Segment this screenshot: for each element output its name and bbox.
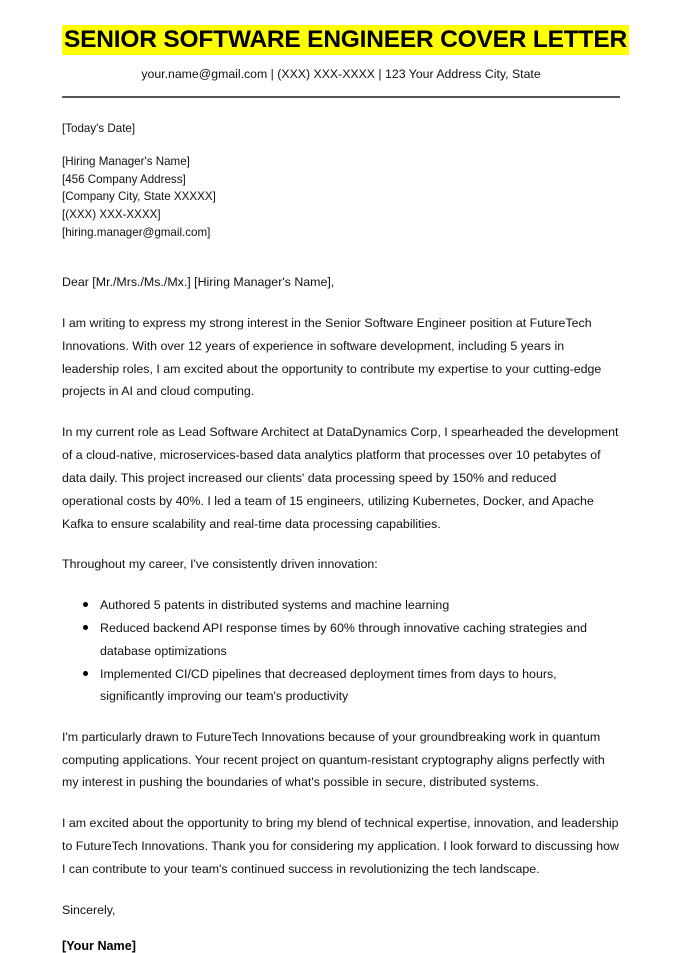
letter-body: [62, 271, 620, 880]
list-item-text: Authored 5 patents in distributed systems and machine learning: [100, 598, 450, 613]
list-item-text: Implemented CI/CD pipelines that decreased deployment times from days to hours, significantly improving our team's productivity: [100, 667, 557, 704]
page-title-highlight: SENIOR SOFTWARE ENGINEER COVER LETTER: [64, 26, 627, 53]
letter-date: [Today's Date]: [62, 121, 136, 135]
header-divider: [62, 96, 620, 98]
achievements-list: [62, 594, 620, 708]
body-paragraph-3: I'm particularly drawn to FutureTech Innovations because of your groundbreaking work in quantum computing applications. Your recent project on quantum-resistant cryptography aligns perfectly with my interest in pushing the boundaries of what's possible in secure, distributed systems.: [62, 729, 605, 790]
body-paragraph-1: I am writing to express my strong interest in the Senior Software Engineer position at FutureTech Innovations. With over 12 years of experience in software development, including 5 years in leadership roles, I am excited about the opportunity to contribute my expertise to your cutting-edge projects in AI and cloud computing.: [62, 316, 602, 399]
recipient-line: [(XXX) XXX-XXXX]: [62, 207, 161, 221]
list-item-text: Reduced backend API response times by 60% through innovative caching strategies and database optimizations: [100, 621, 587, 658]
recipient-line: [456 Company Address]: [62, 172, 186, 186]
recipient-address-block: [62, 153, 620, 241]
list-item: [62, 617, 620, 662]
signer-name: [Your Name]: [62, 939, 136, 953]
list-item: [62, 594, 620, 616]
letter-content: [62, 0, 627, 953]
recipient-line: [Hiring Manager's Name]: [62, 155, 190, 169]
bullet-disc-icon: [83, 602, 88, 607]
list-item: [62, 663, 620, 708]
contact-info-line: your.name@gmail.com | (XXX) XXX-XXXX | 123 Your Address City, State: [141, 67, 541, 82]
signature-block: [62, 899, 620, 953]
body-paragraph-2: In my current role as Lead Software Architect at DataDynamics Corp, I spearheaded the development of a cloud-native, microservices-based data analytics platform that processes over 10 petabytes of data daily. This project increased our clients' data processing speed by 150% and reduced operational costs by 40%. I led a team of 15 engineers, utilizing Kubernetes, Docker, and Apache Kafka to ensure scalability and real-time data processing capabilities.: [62, 425, 619, 531]
bullet-disc-icon: [83, 671, 88, 676]
letter-meta-block: [62, 120, 620, 242]
salutation: Dear [Mr./Mrs./Ms./Mx.] [Hiring Manager's Name],: [62, 275, 335, 290]
achievements-intro: Throughout my career, I've consistently driven innovation:: [62, 557, 378, 572]
closing-salutation: Sincerely,: [62, 902, 116, 917]
letter-header: [62, 0, 627, 98]
recipient-line: [hiring.manager@gmail.com]: [62, 225, 211, 239]
bullet-disc-icon: [83, 625, 88, 630]
recipient-line: [Company City, State XXXXX]: [62, 190, 216, 204]
body-paragraph-4: I am excited about the opportunity to bring my blend of technical expertise, innovation, and leadership to FutureTech Innovations. Thank you for considering my application. I look forward to discussing how I can contribute to your team's continued success in revolutionizing the tech landscape.: [62, 816, 619, 876]
page-title: [62, 24, 627, 56]
